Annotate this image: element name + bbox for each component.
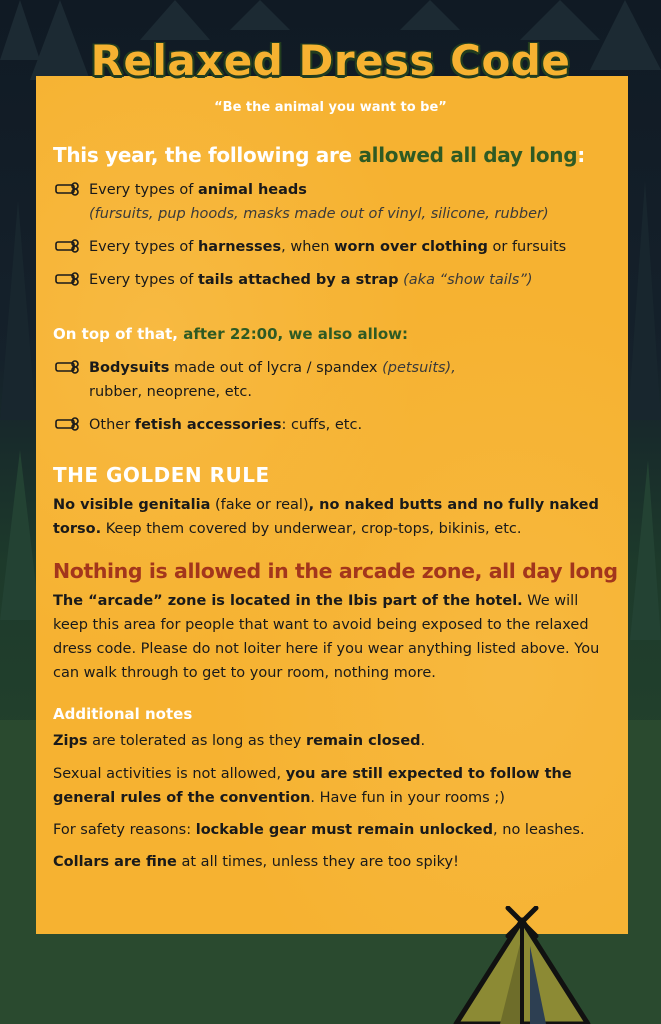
note-bold: Collars are fine — [53, 854, 177, 870]
note-bold: you are still expected to follow the general rules of the convention — [53, 766, 572, 806]
allowed-heading-highlight: allowed all day long — [358, 143, 578, 167]
arcade-heading: Nothing is allowed in the arcade zone, all day long — [53, 559, 618, 583]
item-text: Every types of — [89, 239, 198, 255]
item-text: made out of lycra / spandex — [169, 360, 383, 376]
bone-icon — [53, 271, 79, 287]
notes-heading: Additional notes — [53, 705, 193, 723]
item-bold: harnesses — [197, 239, 282, 255]
allowed-list — [53, 178, 613, 292]
note-text: . Have fun in your rooms ;) — [310, 790, 505, 806]
note-text: at all times, unless they are too spiky! — [176, 854, 459, 870]
note-text: are tolerated as long as they — [87, 733, 306, 749]
item-text: , when — [281, 239, 335, 255]
arcade-body: We will keep this area for people that want to avoid being exposed to the relaxed dress code. Please do not loiter here if you wear anything listed above. You can walk through to get to your room, nothing more. — [53, 593, 600, 681]
item-note: (petsuits), — [382, 360, 456, 376]
item-text: Every types of — [89, 182, 198, 198]
item-text: Other — [89, 417, 135, 433]
item-bold: animal heads — [197, 182, 307, 198]
list-item — [53, 268, 613, 292]
list-item — [53, 413, 613, 437]
arcade-bold: The “arcade” zone is located in the Ibis part of the hotel. — [53, 593, 523, 609]
item-bold: fetish accessories — [134, 417, 282, 433]
subtitle: “Be the animal you want to be” — [214, 100, 447, 115]
note-bold: Zips — [53, 733, 88, 749]
list-item — [53, 235, 613, 259]
item-bold: Bodysuits — [89, 360, 170, 376]
item-note: (aka “show tails”) — [403, 272, 533, 288]
arcade-text — [53, 589, 613, 685]
note-text: . — [420, 733, 426, 749]
note-text: For safety reasons: — [53, 822, 196, 838]
bone-icon — [53, 416, 79, 432]
item-bold: worn over clothing — [334, 239, 488, 255]
rule-bold: , no naked butts and no fully naked torso. — [53, 497, 599, 537]
rule-text: Keep them covered by underwear, crop-tops, bikinis, etc. — [101, 521, 522, 537]
rule-text: (fake or real) — [210, 497, 309, 513]
rule-bold: No visible genitalia — [53, 497, 211, 513]
list-item — [53, 178, 613, 226]
note-bold: remain closed — [305, 733, 421, 749]
note-collars — [53, 850, 613, 874]
item-text: Every types of — [89, 272, 198, 288]
night-list — [53, 356, 613, 437]
night-heading-highlight: after 22:00, we also allow: — [183, 325, 409, 343]
golden-rule-text — [53, 493, 613, 541]
allowed-heading — [53, 143, 585, 167]
bone-icon — [53, 181, 79, 197]
note-safety — [53, 818, 613, 842]
page-title: Relaxed Dress Code — [90, 36, 571, 85]
bone-icon — [53, 359, 79, 375]
note-text: , no leashes. — [493, 822, 585, 838]
item-text: : cuffs, etc. — [281, 417, 363, 433]
bone-icon — [53, 238, 79, 254]
item-text: or fursuits — [487, 239, 567, 255]
allowed-heading-prefix: This year, the following are — [53, 143, 359, 167]
note-text: Sexual activities is not allowed, — [53, 766, 286, 782]
note-sexual — [53, 762, 613, 810]
night-heading — [53, 325, 408, 343]
item-text: rubber, neoprene, etc. — [89, 384, 252, 400]
tent-icon — [452, 906, 592, 1024]
item-note: (fursuits, pup hoods, masks made out of vinyl, silicone, rubber) — [89, 206, 549, 222]
golden-rule-heading: THE GOLDEN RULE — [53, 463, 270, 487]
list-item — [53, 356, 613, 404]
item-bold: tails attached by a strap — [197, 272, 399, 288]
allowed-heading-suffix: : — [577, 143, 585, 167]
night-heading-prefix: On top of that, — [53, 325, 184, 343]
note-bold: lockable gear must remain unlocked — [195, 822, 494, 838]
note-zips — [53, 729, 613, 753]
